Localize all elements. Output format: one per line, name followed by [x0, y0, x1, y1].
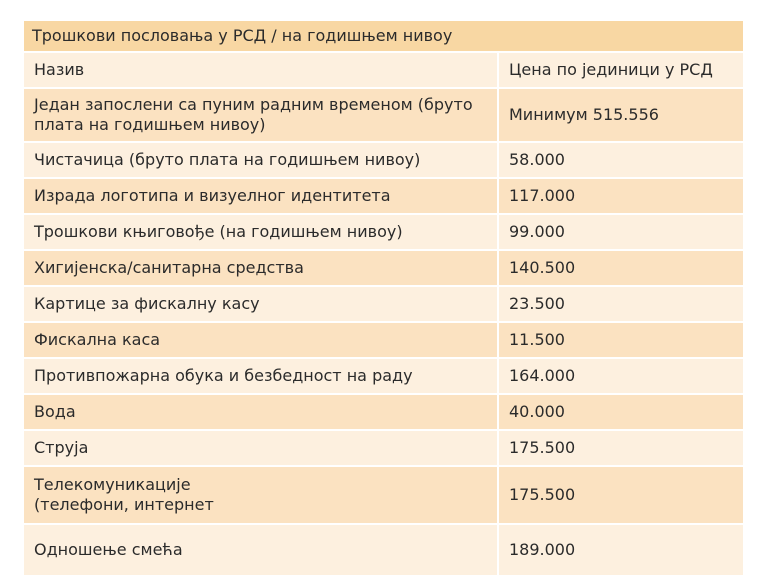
table-row — [24, 250, 743, 286]
table-row — [24, 466, 743, 524]
row-price: 23.500 — [498, 286, 743, 322]
row-name: Одношење смећа — [24, 524, 498, 575]
row-name-line: плата на годишњем нивоу) — [34, 115, 266, 134]
table-row — [24, 394, 743, 430]
row-price: 189.000 — [498, 524, 743, 575]
header-price: Цена по јединици у РСД — [498, 52, 743, 88]
table-row — [24, 358, 743, 394]
row-price: 175.500 — [498, 466, 743, 524]
row-name: Чистачица (бруто плата на годишњем нивоу) — [24, 142, 498, 178]
row-name: Фискална каса — [24, 322, 498, 358]
row-price: 140.500 — [498, 250, 743, 286]
row-name: Хигијенска/санитарна средства — [24, 250, 498, 286]
table-row — [24, 88, 743, 142]
row-price: 175.500 — [498, 430, 743, 466]
row-name: Израда логотипа и визуелног идентитета — [24, 178, 498, 214]
row-name — [24, 466, 498, 524]
row-price: 40.000 — [498, 394, 743, 430]
table-row — [24, 524, 743, 575]
row-name — [24, 88, 498, 142]
table-row — [24, 178, 743, 214]
header-name: Назив — [24, 52, 498, 88]
row-price: 164.000 — [498, 358, 743, 394]
row-price: Минимум 515.556 — [498, 88, 743, 142]
table-row — [24, 322, 743, 358]
costs-table — [24, 19, 743, 575]
table-title: Трошкови пословања у РСД / на годишњем нивоу — [24, 20, 743, 52]
table-title-row — [24, 20, 743, 52]
row-name: Противпожарна обука и безбедност на раду — [24, 358, 498, 394]
table-header-row — [24, 52, 743, 88]
row-price: 117.000 — [498, 178, 743, 214]
row-name: Струја — [24, 430, 498, 466]
table-row — [24, 430, 743, 466]
table-row — [24, 286, 743, 322]
row-name-line: (телефони, интернет — [34, 495, 214, 514]
row-name: Картице за фискалну касу — [24, 286, 498, 322]
row-name: Трошкови књиговође (на годишњем нивоу) — [24, 214, 498, 250]
row-price: 11.500 — [498, 322, 743, 358]
row-name-line: Један запослени са пуним радним временом (бруто — [34, 95, 473, 114]
row-price: 58.000 — [498, 142, 743, 178]
row-name: Вода — [24, 394, 498, 430]
row-name-line: Телекомуникације — [34, 475, 191, 494]
table-row — [24, 214, 743, 250]
table-row — [24, 142, 743, 178]
row-price: 99.000 — [498, 214, 743, 250]
